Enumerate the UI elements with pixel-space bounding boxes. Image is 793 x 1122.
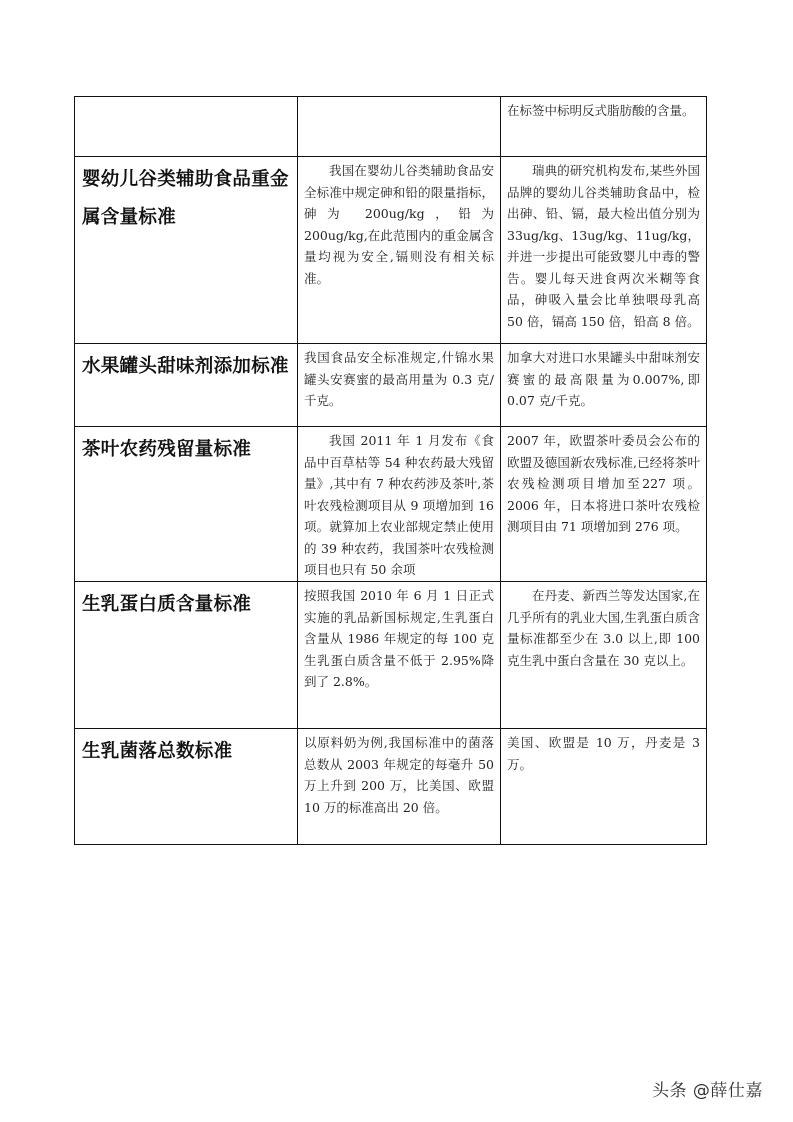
- table-row: [75, 97, 707, 157]
- foreign-standard-cell: 瑞典的研究机构发布,某些外国品牌的婴幼儿谷类辅助食品中，检出砷、铅、镉，最大检出值分别为 33ug/kg、13ug/kg、11ug/kg，并进一步提出可能致婴儿中毒的警告。婴儿每天进食两次米糊等食品，砷吸入量会比单独喂母乳高 50 倍，镉高 150 倍，铅高 8 倍。: [501, 157, 707, 344]
- row-title: 生乳菌落总数标准: [75, 729, 298, 845]
- foreign-standard-cell: 加拿大对进口水果罐头中甜味剂安赛蜜的最高限量为0.007%,即 0.07 克/千克。: [501, 344, 707, 427]
- china-standard-cell: 我国食品安全标准规定,什锦水果罐头安赛蜜的最高用量为 0.3 克/千克。: [298, 344, 501, 427]
- row-title: 生乳蛋白质含量标准: [75, 582, 298, 729]
- china-standard-cell: [298, 97, 501, 157]
- foreign-standard-cell: 在标签中标明反式脂肪酸的含量。: [501, 97, 707, 157]
- china-standard-cell: 按照我国 2010 年 6 月 1 日正式实施的乳品新国标规定,生乳蛋白含量从 1986 年规定的每 100 克生乳蛋白质含量不低于 2.95%降到了 2.8%。: [298, 582, 501, 729]
- china-standard-cell: 我国 2011 年 1 月发布《食品中百草枯等 54 种农药最大残留量》,其中有 7 种农药涉及茶叶,茶叶农残检测项目从 9 项增加到 16 项。就算加上农业部规定禁止使用的 39 种农药，我国茶叶农残检测项目也只有 50 余项: [298, 427, 501, 582]
- foreign-standard-cell: 2007 年，欧盟茶叶委员会公布的欧盟及德国新农残标准,已经将茶叶农残检测项目增加至227 项。2006 年，日本将进口茶叶农残检测项目由 71 项增加到 276 项。: [501, 427, 707, 582]
- row-title: 水果罐头甜味剂添加标准: [75, 344, 298, 427]
- row-title: [75, 97, 298, 157]
- table-row: [75, 344, 707, 427]
- table-row: [75, 729, 707, 845]
- author-watermark: 头条 @薛仕嘉: [652, 1081, 763, 1101]
- standards-comparison-table: [74, 96, 707, 845]
- foreign-standard-cell: 在丹麦、新西兰等发达国家,在几乎所有的乳业大国,生乳蛋白质含量标准都至少在 3.0 以上,即 100 克生乳中蛋白含量在 30 克以上。: [501, 582, 707, 729]
- foreign-standard-cell: 美国、欧盟是 10 万，丹麦是 3 万。: [501, 729, 707, 845]
- row-title: 婴幼儿谷类辅助食品重金属含量标准: [75, 157, 298, 344]
- china-standard-cell: 以原料奶为例,我国标准中的菌落总数从 2003 年规定的每毫升 50 万上升到 200 万，比美国、欧盟 10 万的标准高出 20 倍。: [298, 729, 501, 845]
- table-row: [75, 157, 707, 344]
- table-row: [75, 582, 707, 729]
- table-row: [75, 427, 707, 582]
- row-title: 茶叶农药残留量标准: [75, 427, 298, 582]
- china-standard-cell: 我国在婴幼儿谷类辅助食品安全标准中规定砷和铅的限量指标，砷为 200ug/kg，铅为 200ug/kg,在此范围内的重金属含量均视为安全,镉则没有相关标准。: [298, 157, 501, 344]
